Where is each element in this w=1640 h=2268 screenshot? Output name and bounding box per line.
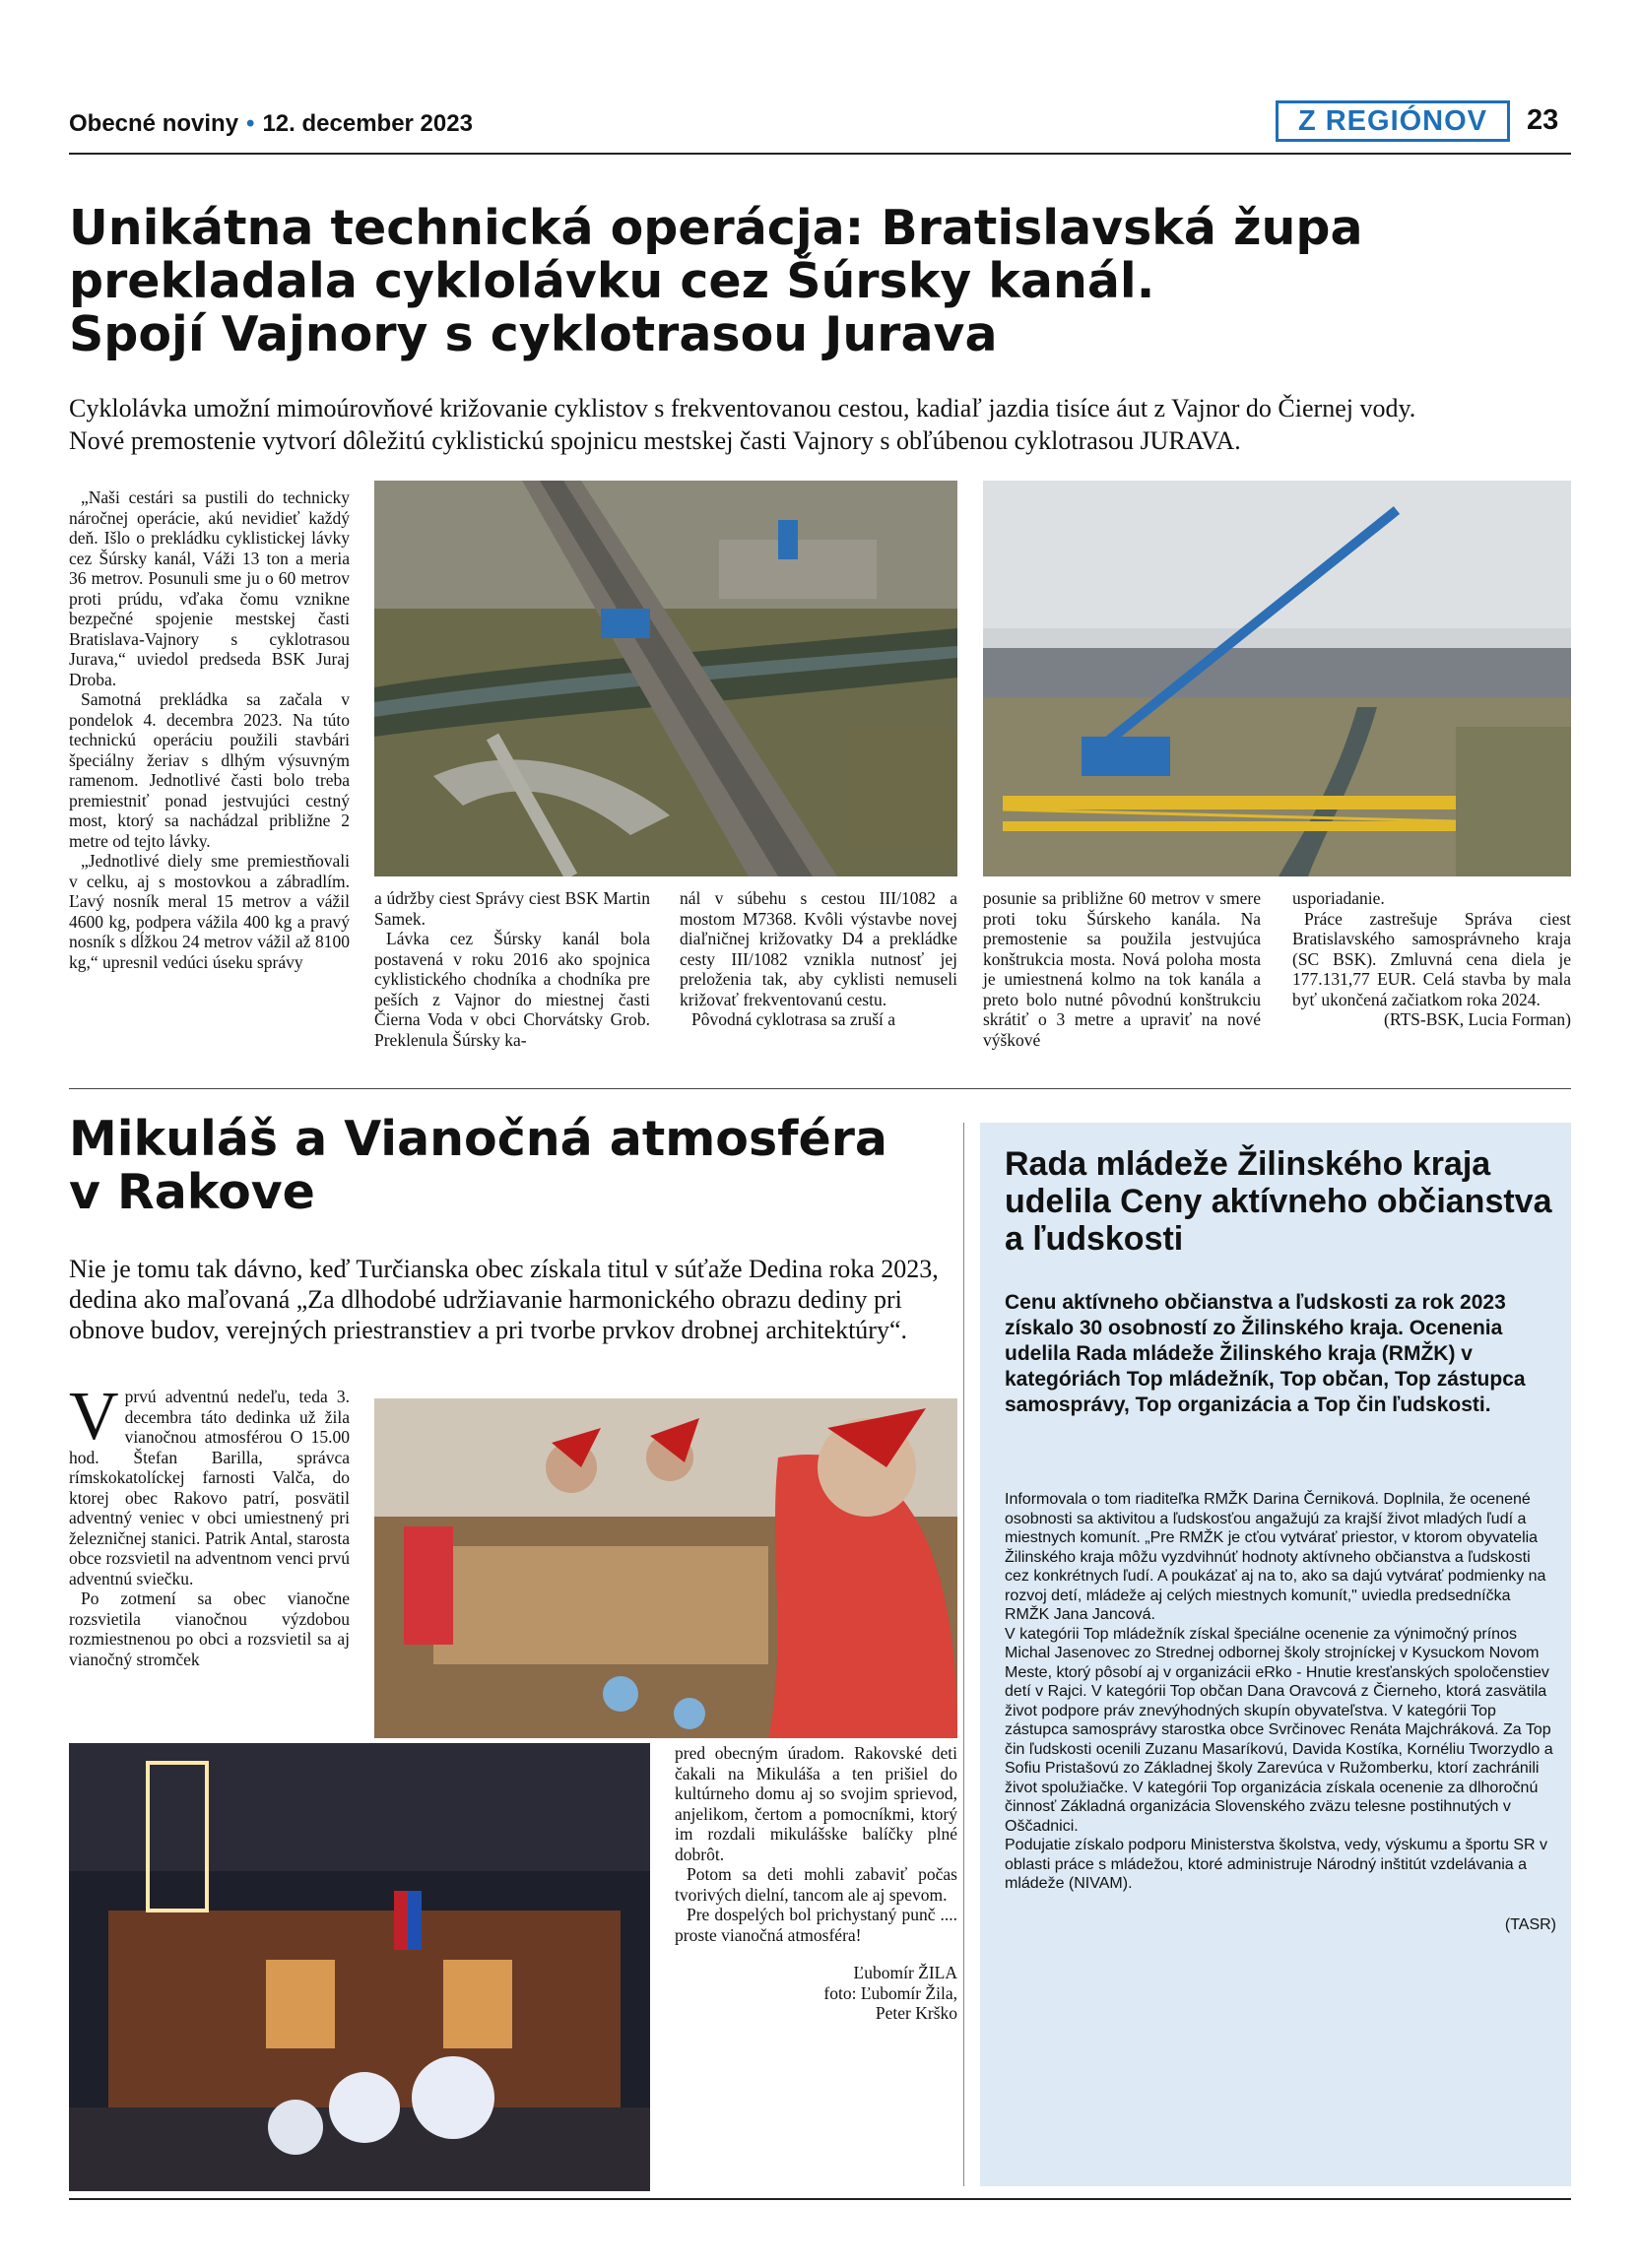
article1-column-2: a údržby ciest Správy ciest BSK Martin Samek. Lávka cez Šúrsky kanál bola postavená v roku 2016 ako spojnica cyklistického chodníka a chodníka pre peších z Vajnor do miestnej časti Čierna Voda v obci Chorvátsky Grob. Preklenula Šúrsky ka- — [374, 888, 650, 1050]
article1-lead: Cyklolávka umožní mimoúrovňové križovanie cyklistov s frekventovanou cestou, kadiaľ jazdia tisíce áut z Vajnor do Čiernej vody. Nové premostenie vytvorí dôležitú cyklistickú spojnicu mestskej časti Vajnory s obľúbenou cyklotrasou JURAVA. — [69, 394, 1416, 455]
sidebar-credit: (TASR) — [1504, 1915, 1556, 1933]
aerial-bridge-photo — [374, 481, 957, 876]
article1-column-3: nál v súbehu s cestou III/1082 a mostom M7368. Kvôli výstavbe novej diaľničnej križovatky D4 a prekládke cesty III/1082 vznikla nutnosť jej preloženia tak, aby cyklisti nemuseli križovať frekventovanú cestu. Pôvodná cyklotrasa sa zruší a — [680, 888, 957, 1029]
section-badge: Z REGIÓNOV — [1276, 100, 1510, 142]
header-rule — [69, 153, 1571, 155]
article1-column-5: usporiadanie. Práce zastrešuje Správa ciest Bratislavského samosprávneho kraja (SC BSK). Zmluvná cena diela je 177.131,77 EUR. Celá stavba by mala byť ukončená začiatkom roka 2024. (RTS-BSK, Lucia Forman) — [1292, 888, 1571, 1029]
article2-column-1: Vprvú adventnú nedeľu, teda 3. decembra táto dedinka už žila vianočnou atmosférou O 15.00 hod. Štefan Barilla, správca rímskokatolíckej farnosti Valča, do ktorej obec Rakovo patrí, posvätil adventný veniec v obci umiestnený pri železničnej stanici. Patrik Antal, starosta obce rozsvietil na adventnom venci prvú adventnú sviečku. Po zotmení sa obec vianočne rozsvietila vianočnou výzdobou rozmiestnenou po obci a rozsvietil sa aj vianočný stromček — [69, 1379, 350, 1669]
article1-column-4: posunie sa približne 60 metrov v smere proti toku Šúrskeho kanála. Na premostenie sa použila jestvujúca konštrukcia mosta. Nová poloha mosta je umiestnená kolmo na tok kanála a preto bolo nutné pôvodnú konštrukciu skrátiť o 3 metre a upraviť na nové výškové — [983, 888, 1261, 1050]
sidebar-lead: Cenu aktívneho občianstva a ľudskosti za rok 2023 získalo 30 osobností zo Žilinského kraja. Ocenenia udelila Rada mládeže Žilinského kraja (RMŽK) v kategóriách Top mládežník, Top občan, Top zástupca samosprávy, Top organizácia a Top čin ľudskosti. — [1005, 1291, 1526, 1416]
drop-cap: V — [69, 1379, 119, 1455]
article1-headline: Unikátna technická operácja: Bratislavská župa prekladala cyklolávku cez Šúrsky kanál. Spojí Vajnory s cyklotrasou Jurava — [69, 200, 1363, 362]
article2-column-2: pred obecným úradom. Rakovské deti čakali na Mikuláša a ten prišiel do kultúrneho domu aj so svojim sprievod, anjelikom, čertom a pomocníkmi, ktorý im rozdali mikulášske balíčky plné dobrôt. Potom sa deti mohli zabaviť počas tvorivých dielní, tancom ale aj spevom. Pre dospelých bol prichystaný punč .... proste vianočná atmosféra! Ľubomír ŽILA foto: Ľubomír Žila, Peter Krško — [675, 1743, 957, 2023]
section-divider — [69, 1088, 1571, 1089]
page-number: 23 — [1527, 104, 1559, 136]
sidebar-body: Informovala o tom riaditeľka RMŽK Darina Černiková. Doplnila, že ocenené osobnosti sa aktivitou a ľudskosťou angažujú za krajší život mladých ľudí a miestnych komunít. „Pre RMŽK je cťou vytvárať priestor, v ktorom obyvatelia Žilinského kraja môžu vyzdvihnúť hodnoty aktívneho občianstva a ľudskosti cez konkrétnych ľudí. A poukázať aj na to, ako sa dajú vytvárať podmienky na rozvoj detí, mládeže aj celých miestnych komunít," uviedla predsedníčka RMŽK Jana Jancová. V kategórii Top mládežník získal špeciálne ocenenie za výnimočný prínos Michal Jasenovec zo Strednej odbornej školy strojníckej v Kysuckom Novom Meste, ktorý pôsobí aj v organizácii eRko - Hnutie kresťanských spoločenstiev detí v Rajci. V kategórii Top občan Dana Oravcová z Čierneho, ktorá zasvätila život podpore práv znevýhodných skupín obyvateľstva. V kategórii Top zástupca samosprávy starostka obce Svrčinovec Renáta Majchráková. Za Top čin ľudskosti ocenili Zuzanu Masaríkovú, Davida Kostíka, Kornéliu Tworzydlo a Sofiu Pristašovú zo Základnej školy Zarevúca v Ružomberku, ktorí zachránili život spolužiačke. V kategórii Top organizácia získala ocenenie za dlhoročnú činnosť Základná organizácia Slovenského zväzu telesne postihnutých v Oščadnici. Podujatie získalo podporu Ministerstva školstva, vedy, výskumu a športu SR v oblasti práce s mládežou, ktoré administruje Národný inštitút vzdelávania a mládeže (NIVAM). (TASR) — [1005, 1491, 1556, 1933]
separator-dot: • — [246, 110, 255, 137]
article2-headline: Mikuláš a Vianočná atmosféra v Rakove — [69, 1111, 887, 1220]
sidebar-headline: Rada mládeže Žilinského kraja udelila Ceny aktívneho občianstva a ľudskosti — [1005, 1145, 1552, 1258]
article1-column-1: „Naši cestári sa pustili do technicky náročnej operácie, akú nevidieť každý deň. Išlo o prekládku cyklistickej lávky cez Šúrsky kanál, Váži 13 ton a meria 36 metrov. Posunuli sme ju o 60 metrov proti prúdu, vďaka čomu vznikne bezpečné spojenie mestskej časti Bratislava-Vajnory s cyklotrasou Jurava,“ uviedol predseda BSK Juraj Droba. Samotná prekládka sa začala v pondelok 4. decembra 2023. Na túto technickú operáciu použili stavbári špeciálny žeriav s dlhým výsuvným ramenom. Jednotlivé časti bolo treba premiestniť ponad jestvujúci cestný most, ktorý sa nachádzal približne 2 metre od tejto lávky. „Jednotlivé diely sme premiestňovali v celku, aj s mostovkou a zábradlím. Ľavý nosník meral 15 metrov a vážil 4600 kg, podpera vážila 400 kg a pravý nosník s dĺžkou 24 metrov vážil až 8100 kg,“ upresnil vedúci úseku správy — [69, 487, 350, 972]
photo-credit-2: Peter Krško — [875, 2003, 957, 2023]
article2-lead: Nie je tomu tak dávno, keď Turčianska obec získala titul v súťaže Dedina roka 2023, dedina ako maľovaná „Za dlhodobé udržiavanie harmonického obrazu dediny pri obnove budov, verejných priestranstiev a pri tvorbe prvkov drobnej architektúry“. — [69, 1255, 939, 1344]
christmas-lights-photo — [69, 1743, 650, 2191]
column-divider — [963, 1123, 964, 2186]
running-header — [69, 110, 473, 138]
article2-author: Ľubomír ŽILA — [853, 1963, 957, 1982]
crane-bridge-photo — [983, 481, 1571, 876]
publication-name: Obecné noviny — [69, 110, 239, 137]
children-workshop-photo — [374, 1398, 957, 1738]
footer-rule — [69, 2198, 1571, 2200]
issue-date: 12. december 2023 — [262, 110, 473, 137]
photo-credit-1: foto: Ľubomír Žila, — [823, 1982, 957, 2003]
